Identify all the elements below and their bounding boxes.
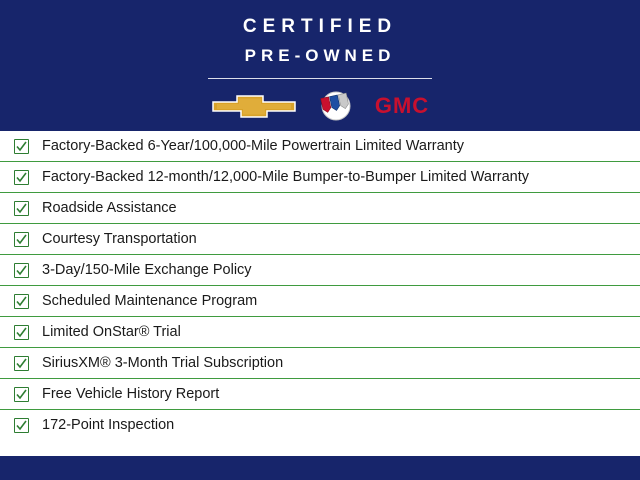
chevrolet-bowtie-icon bbox=[211, 93, 297, 119]
list-item bbox=[0, 193, 640, 224]
buick-trishield-icon bbox=[319, 91, 353, 121]
list-item-label: Free Vehicle History Report bbox=[42, 385, 220, 402]
list-item bbox=[0, 317, 640, 348]
check-icon bbox=[14, 232, 29, 247]
header bbox=[0, 0, 640, 121]
check-icon bbox=[14, 139, 29, 154]
list-item bbox=[0, 162, 640, 193]
page-title: CERTIFIED bbox=[242, 16, 398, 37]
benefits-list bbox=[0, 131, 640, 441]
brand-logos bbox=[0, 91, 640, 121]
list-item bbox=[0, 224, 640, 255]
list-item bbox=[0, 255, 640, 286]
list-item-label: Factory-Backed 12-month/12,000-Mile Bumper-to-Bumper Limited Warranty bbox=[42, 168, 530, 185]
check-icon bbox=[14, 356, 29, 371]
check-icon bbox=[14, 201, 29, 216]
list-item-label: 3-Day/150-Mile Exchange Policy bbox=[42, 261, 252, 278]
list-item-label: Courtesy Transportation bbox=[42, 230, 197, 247]
list-item bbox=[0, 379, 640, 410]
list-item-label: Factory-Backed 6-Year/100,000-Mile Powertrain Limited Warranty bbox=[42, 137, 465, 154]
list-item bbox=[0, 410, 640, 441]
list-item bbox=[0, 348, 640, 379]
list-item-label: Limited OnStar® Trial bbox=[42, 323, 181, 340]
check-icon bbox=[14, 418, 29, 433]
check-icon bbox=[14, 170, 29, 185]
list-item-label: Scheduled Maintenance Program bbox=[42, 292, 258, 309]
benefits-panel bbox=[0, 131, 640, 456]
list-item bbox=[0, 131, 640, 162]
header-divider bbox=[208, 78, 432, 79]
list-item-label: SiriusXM® 3-Month Trial Subscription bbox=[42, 354, 284, 371]
check-icon bbox=[14, 263, 29, 278]
list-item-label: 172-Point Inspection bbox=[42, 417, 175, 434]
list-item bbox=[0, 286, 640, 317]
check-icon bbox=[14, 294, 29, 309]
gmc-logo: GMC bbox=[374, 93, 430, 118]
list-item-label: Roadside Assistance bbox=[42, 199, 177, 216]
check-icon bbox=[14, 325, 29, 340]
page-subtitle: PRE-OWNED bbox=[244, 46, 396, 65]
check-icon bbox=[14, 387, 29, 402]
